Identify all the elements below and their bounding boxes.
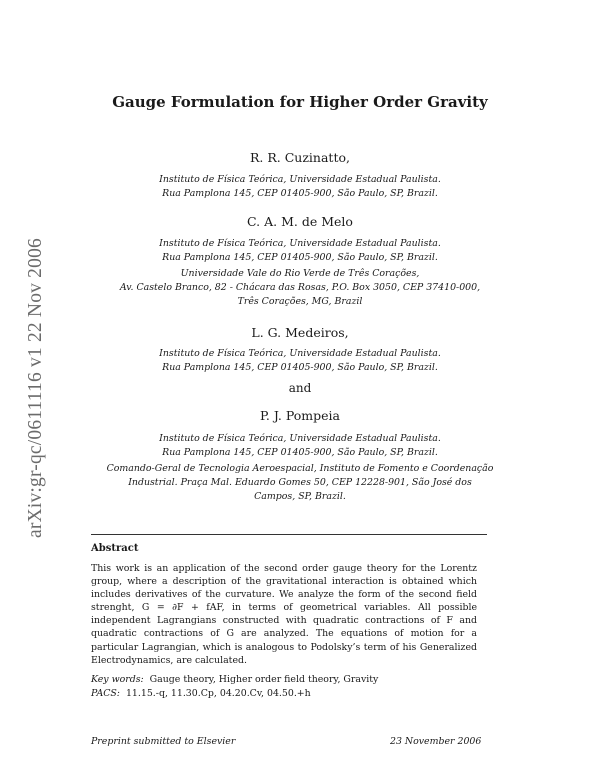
keywords [91, 674, 378, 685]
keywords-value: Gauge theory, Higher order field theory, Gravity [149, 674, 379, 685]
author-name: L. G. Medeiros, [251, 325, 349, 340]
author-affiliation: Instituto de Física Teórica, Universidade Estadual Paulista. Rua Pamplona 145, CEP 01405-900, São Paulo, SP, Brazil. [159, 238, 441, 263]
author-name: C. A. M. de Melo [247, 214, 353, 229]
and-separator: and [288, 381, 312, 395]
pacs-label: PACS: [91, 688, 120, 699]
author-affiliation: Instituto de Física Teórica, Universidade Estadual Paulista. Rua Pamplona 145, CEP 01405-900, São Paulo, SP, Brazil. [159, 433, 441, 458]
author-affiliation: Instituto de Física Teórica, Universidade Estadual Paulista. Rua Pamplona 145, CEP 01405-900, São Paulo, SP, Brazil. [159, 348, 441, 373]
author-affiliation: Instituto de Física Teórica, Universidade Estadual Paulista. Rua Pamplona 145, CEP 01405-900, São Paulo, SP, Brazil. [159, 174, 441, 199]
footer-preprint-note: Preprint submitted to Elsevier [91, 736, 236, 747]
abstract-divider [91, 534, 487, 535]
author-affiliation: Comando-Geral de Tecnologia Aeroespacial, Instituto de Fomento e Coordenação Industrial. Praça Mal. Eduardo Gomes 50, CEP 12228-901, São José dos Campos, SP, Brazil. [106, 463, 494, 502]
pacs-value: 11.15.-q, 11.30.Cp, 04.20.Cv, 04.50.+h [125, 688, 311, 699]
author-name: R. R. Cuzinatto, [250, 150, 350, 165]
abstract-heading: Abstract [91, 543, 139, 554]
keywords-label: Key words: [91, 674, 144, 685]
pacs [91, 688, 311, 699]
abstract-body: This work is an application of the second order gauge theory for the Lorentz group, where a description of the gravitational interaction is obtained which includes derivatives of the curvature. We analyze the form of the second field strenght, G = ∂F + fAF, in terms of geometrical variables. All possible independent Lagrangians constructed with quadratic contractions of F and quadratic contractions of G are analyzed. The equations of motion for a particular Lagrangian, which is analogous to Podolsky’s term of his Generalized Electrodynamics, are calculated. [91, 563, 477, 666]
arxiv-identifier: arXiv:gr-qc/0611116 v1 22 Nov 2006 [25, 238, 46, 538]
paper-title: Gauge Formulation for Higher Order Gravity [112, 93, 488, 111]
author-name: P. J. Pompeia [260, 408, 340, 423]
footer-date: 23 November 2006 [390, 736, 482, 747]
author-affiliation: Universidade Vale do Rio Verde de Três Corações, Av. Castelo Branco, 82 - Chácara das Rosas, P.O. Box 3050, CEP 37410-000, Três Corações, MG, Brazil [119, 268, 481, 307]
